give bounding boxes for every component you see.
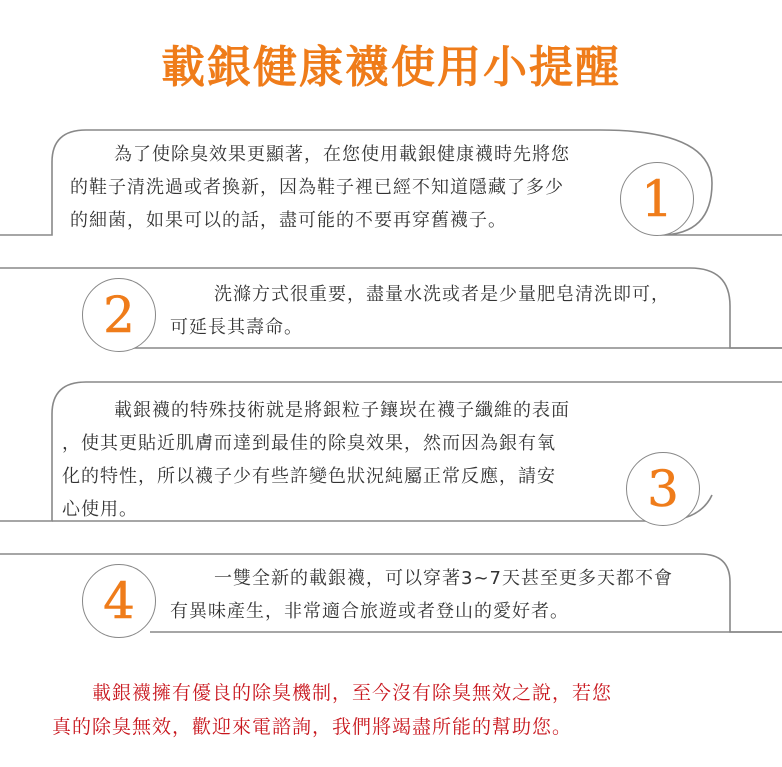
footer-note: [52, 676, 752, 744]
tip-line: 有異味產生，非常適合旅遊或者登山的愛好者。: [170, 601, 569, 622]
tip-line: 可延長其壽命。: [170, 317, 303, 338]
number-badge-2: 2: [82, 278, 156, 352]
number-badge-3: 3: [626, 452, 700, 526]
page-title: 載銀健康襪使用小提醒: [161, 42, 621, 93]
tip-line: 一雙全新的載銀襪，可以穿著3~7天甚至更多天都不會: [214, 568, 673, 589]
tip-line: 洗滌方式很重要，盡量水洗或者是少量肥皂清洗即可，: [214, 284, 670, 305]
tip-block-3: [0, 380, 782, 525]
tip-text-2: [170, 278, 730, 344]
tip-text-1: [70, 138, 650, 237]
tip-text-3: [62, 394, 642, 526]
footer-line: 真的除臭無效，歡迎來電諮詢，我們將竭盡所能的幫助您。: [52, 716, 573, 738]
tip-line: 為了使除臭效果更顯著，在您使用載銀健康襪時先將您: [114, 144, 570, 165]
tip-text-4: [170, 562, 730, 628]
tip-line: 載銀襪的特殊技術就是將銀粒子鑲崁在襪子纖維的表面: [114, 400, 570, 421]
tip-line: 心使用。: [62, 499, 138, 520]
tip-block-1: [0, 128, 782, 238]
number-badge-1: 1: [620, 162, 694, 236]
number-badge-4: 4: [82, 564, 156, 638]
tip-line: 的細菌，如果可以的話，盡可能的不要再穿舊襪子。: [70, 210, 507, 231]
footer-line: 載銀襪擁有優良的除臭機制，至今沒有除臭無效之說，若您: [92, 682, 613, 704]
tip-line: ，使其更貼近肌膚而達到最佳的除臭效果，然而因為銀有氧: [62, 433, 556, 454]
tip-block-4: [0, 552, 782, 638]
tip-line: 化的特性，所以襪子少有些許變色狀況純屬正常反應，請安: [62, 466, 556, 487]
tip-block-2: [0, 266, 782, 356]
tip-line: 的鞋子清洗過或者換新，因為鞋子裡已經不知道隱藏了多少: [70, 177, 564, 198]
